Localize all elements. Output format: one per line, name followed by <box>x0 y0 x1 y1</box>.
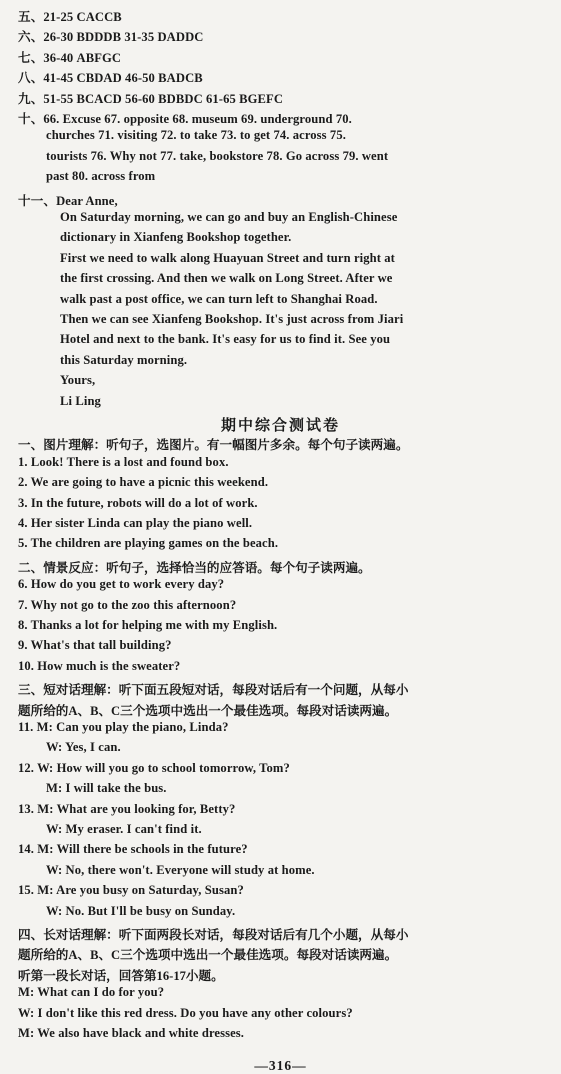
letter-line: dictionary in Xianfeng Bookshop together. <box>60 230 292 245</box>
part-heading: 二、情景反应：听句子，选择恰当的应答语。每个句子读两遍。 <box>18 560 371 575</box>
script-line: 9. What's that tall building? <box>18 638 172 653</box>
letter-signature: Li Ling <box>60 393 101 408</box>
answer-line: past 80. across from <box>46 169 156 184</box>
script-line: 6. How do you get to work every day? <box>18 577 225 592</box>
answer-line: 九、51-55 BCACD 56-60 BDBDC 61-65 BGEFC <box>18 91 284 106</box>
script-line: 7. Why not go to the zoo this afternoon? <box>18 597 237 612</box>
answer-line: 六、26-30 BDDDB 31-35 DADDC <box>18 30 204 45</box>
answer-line: 七、36-40 ABFGC <box>18 50 122 65</box>
answer-line: churches 71. visiting 72. to take 73. to get 74. across 75. <box>46 128 346 143</box>
dialogue-answer: W: No. But I'll be busy on Sunday. <box>46 903 236 918</box>
script-line: 1. Look! There is a lost and found box. <box>18 454 229 469</box>
dialogue-question: 11. M: Can you play the piano, Linda? <box>18 720 229 734</box>
part-heading: 四、长对话理解：听下面两段长对话，每段对话后有几个小题，从每小 <box>18 928 409 942</box>
letter-line: this Saturday morning. <box>60 352 188 367</box>
dialogue-answer: W: My eraser. I can't find it. <box>46 822 202 836</box>
dialogue-line: M: We also have black and white dresses. <box>18 1026 245 1040</box>
answer-line: 八、41-45 CBDAD 46-50 BADCB <box>18 71 203 86</box>
part-heading: 题所给的A、B、C三个选项中选出一个最佳选项。每段对话读两遍。 <box>18 703 398 718</box>
dialogue-question: 15. M: Are you busy on Saturday, Susan? <box>18 883 244 898</box>
script-line: 5. The children are playing games on the beach. <box>18 536 279 551</box>
page-number: —316— <box>254 1058 307 1073</box>
part-heading: 三、短对话理解：听下面五段短对话，每段对话后有一个问题，从每小 <box>18 683 409 698</box>
dialogue-answer: M: I will take the bus. <box>46 781 167 796</box>
section-title: 期中综合测试卷 <box>220 418 340 434</box>
answer-line: 五、21-25 CACCB <box>18 10 122 24</box>
letter-header: 十一、Dear Anne, <box>18 193 118 208</box>
script-line: 3. In the future, robots will do a lot of work. <box>18 495 258 510</box>
answer-line: 十、66. Excuse 67. opposite 68. museum 69. underground 70. <box>18 112 352 126</box>
part-heading: 一、图片理解：听句子，选图片。有一幅图片多余。每个句子读两遍。 <box>18 438 409 453</box>
letter-line: Then we can see Xianfeng Bookshop. It's just across from Jiari <box>60 312 404 326</box>
dialogue-question: 13. M: What are you looking for, Betty? <box>18 801 236 816</box>
script-line: 8. Thanks a lot for helping me with my English. <box>18 618 278 632</box>
part-intro: 听第一段长对话，回答第16-17小题。 <box>18 968 224 983</box>
dialogue-question: 12. W: How will you go to school tomorrow, Tom? <box>18 760 290 775</box>
letter-line: walk past a post office, we can turn left to Shanghai Road. <box>60 291 378 306</box>
script-line: 2. We are going to have a picnic this weekend. <box>18 475 269 490</box>
letter-line: On Saturday morning, we can go and buy an English-Chinese <box>60 210 398 224</box>
dialogue-question: 14. M: Will there be schools in the future? <box>18 842 248 857</box>
letter-closing: Yours, <box>60 373 96 388</box>
letter-line: the first crossing. And then we walk on Long Street. After we <box>60 271 393 286</box>
answer-line: tourists 76. Why not 77. take, bookstore 78. Go across 79. went <box>46 148 389 163</box>
part-heading: 题所给的A、B、C三个选项中选出一个最佳选项。每段对话读两遍。 <box>18 948 398 963</box>
script-line: 4. Her sister Linda can play the piano well. <box>18 516 253 530</box>
letter-line: Hotel and next to the bank. It's easy for us to find it. See you <box>60 332 391 347</box>
letter-line: First we need to walk along Huayuan Street and turn right at <box>60 250 395 265</box>
dialogue-answer: W: No, there won't. Everyone will study at home. <box>46 862 315 877</box>
script-line: 10. How much is the sweater? <box>18 658 181 673</box>
dialogue-line: W: I don't like this red dress. Do you have any other colours? <box>18 1005 353 1020</box>
dialogue-answer: W: Yes, I can. <box>46 740 121 755</box>
dialogue-line: M: What can I do for you? <box>18 985 165 1000</box>
